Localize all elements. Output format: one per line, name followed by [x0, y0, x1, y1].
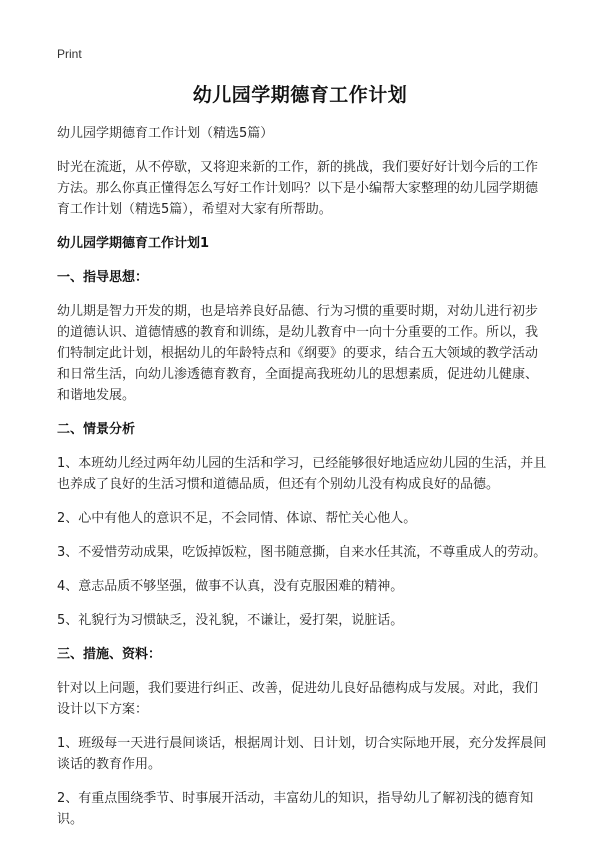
section-2-item-1: 1、本班幼儿经过两年幼儿园的生活和学习，已经能够很好地适应幼儿园的生活，并且也养成了良好的生活习惯和道德品质，但还有个别幼儿没有构成良好的品德。 [57, 456, 547, 492]
section-1-heading: 一、指导思想： [57, 270, 149, 285]
section-3-intro: 针对以上问题，我们要进行纠正、改善，促进幼儿良好品德构成与发展。对此，我们设计以下方案： [57, 681, 539, 717]
section-2-heading: 二、情景分析 [57, 422, 136, 437]
section-2-item-5: 5、礼貌行为习惯缺乏，没礼貌，不谦让，爱打架，说脏话。 [57, 613, 404, 628]
print-label[interactable]: Print [57, 47, 82, 61]
intro-paragraph: 时光在流逝，从不停歇，又将迎来新的工作，新的挑战，我们要好好计划今后的工作方法。那么你真正懂得怎么写好工作计划吗？以下是小编帮大家整理的幼儿园学期德育工作计划（精选5篇），希望对大家有所帮助。 [57, 160, 539, 217]
section-3-heading: 三、措施、资料： [57, 647, 162, 662]
section-3-item-1: 1、班级每一天进行晨间谈话，根据周计划、日计划，切合实际地开展，充分发挥晨间谈话的教育作用。 [57, 736, 547, 772]
plan-heading: 幼儿园学期德育工作计划1 [57, 236, 210, 251]
section-2-item-4: 4、意志品质不够坚强，做事不认真，没有克服困难的精神。 [57, 579, 404, 594]
page-title: 幼儿园学期德育工作计划 [192, 84, 408, 106]
section-2-item-3: 3、不爱惜劳动成果，吃饭掉饭粒，图书随意撕，自来水任其流，不尊重成人的劳动。 [57, 545, 547, 560]
document-body [57, 123, 547, 843]
section-1-paragraph: 幼儿期是智力开发的期，也是培养良好品德、行为习惯的重要时期，对幼儿进行初步的道德认识、道德情感的教育和训练，是幼儿教育中一向十分重要的工作。所以，我们特制定此计划，根据幼儿的年龄特点和《纲要》的要求，结合五大领域的教学活动和日常生活，向幼儿渗透德育教育，全面提高我班幼儿的思想素质，促进幼儿健康、和谐地发展。 [57, 304, 539, 403]
section-2-item-2: 2、心中有他人的意识不足，不会同情、体谅、帮忙关心他人。 [57, 511, 417, 526]
section-3-item-2: 2、有重点围绕季节、时事展开活动，丰富幼儿的知识，指导幼儿了解初浅的德育知识。 [57, 791, 534, 827]
document-subtitle: 幼儿园学期德育工作计划（精选5篇） [57, 126, 274, 141]
